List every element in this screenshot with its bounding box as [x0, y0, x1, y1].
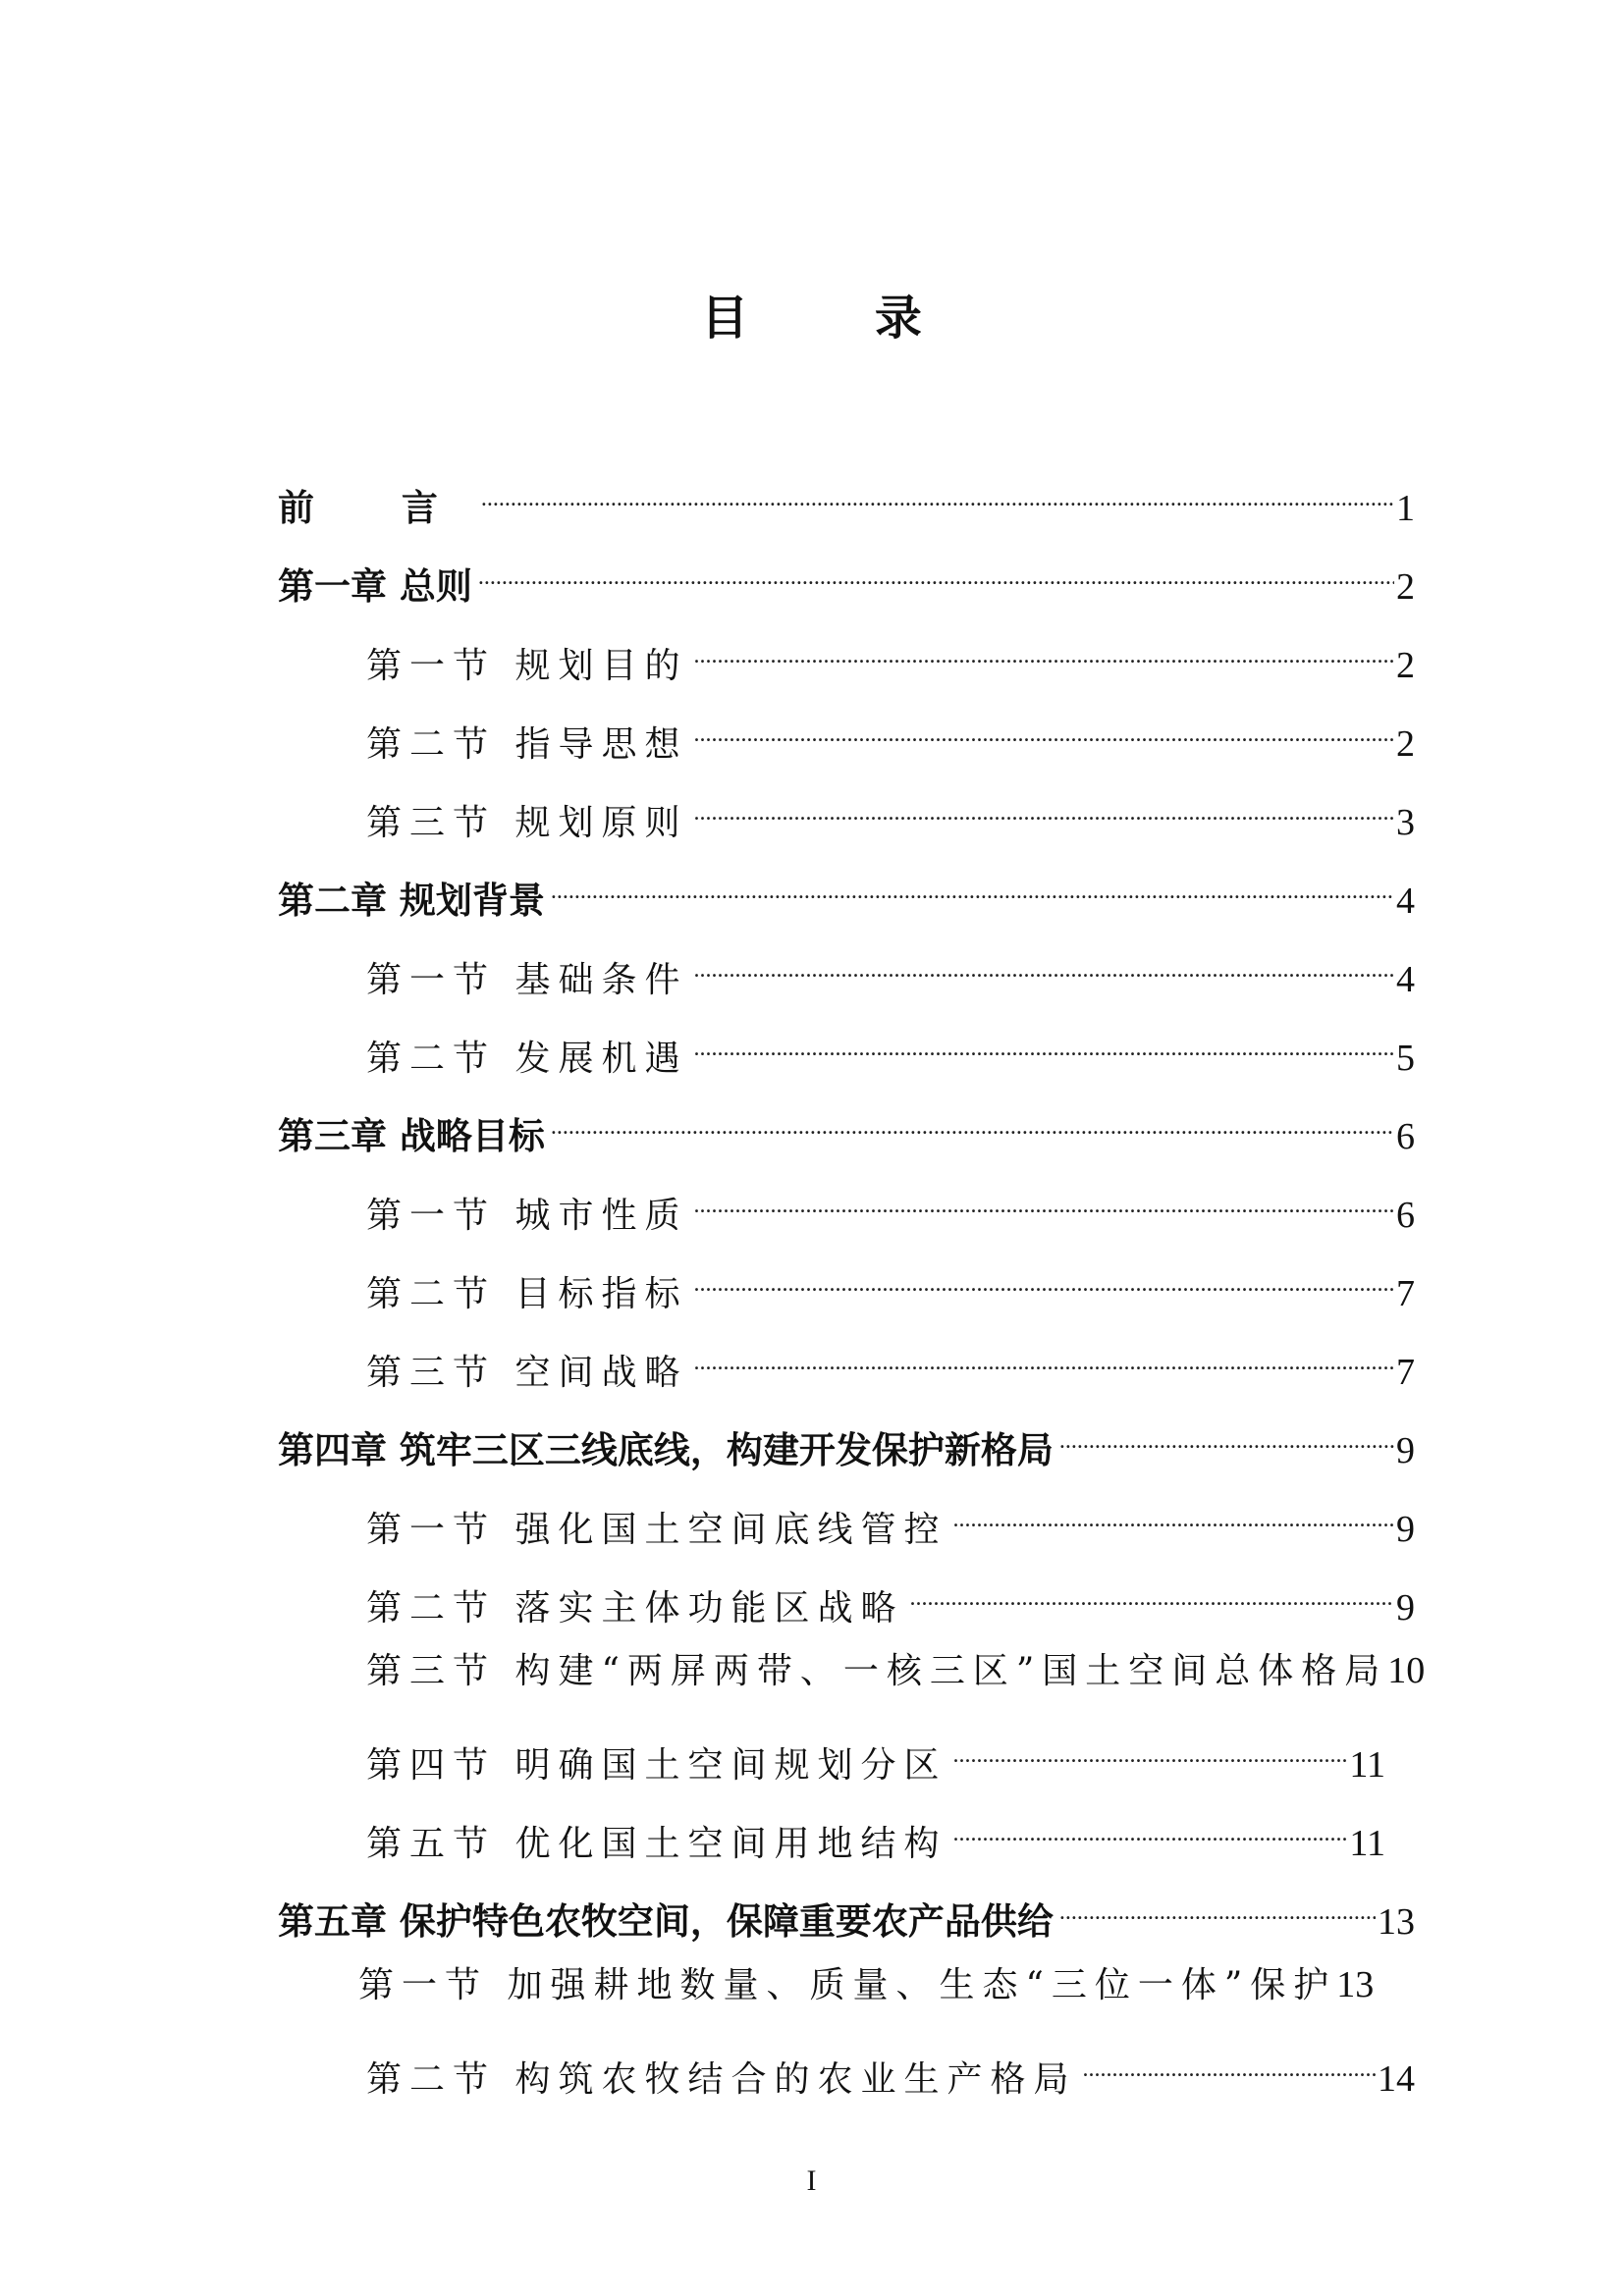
- toc-entry-section[interactable]: [366, 1015, 1415, 1079]
- toc-entry-title: 第二节 指导思想: [366, 724, 688, 765]
- toc-dot-leader: [1059, 1408, 1394, 1463]
- toc-entry-title: 第二节 目标指标: [366, 1274, 688, 1314]
- toc-dot-leader: [478, 544, 1394, 599]
- toc-page-number: 2: [1396, 645, 1415, 686]
- toc-page-number: 13: [1378, 1901, 1415, 1943]
- toc-page-number: 6: [1396, 1195, 1415, 1236]
- toc-entry-title: 第一节 强化国土空间底线管控: [366, 1510, 947, 1550]
- toc-dot-leader: [909, 1565, 1394, 1620]
- toc-entry-title: 第一节 规划目的: [366, 646, 688, 686]
- toc-dot-leader: [551, 1094, 1394, 1148]
- toc-entry-preface[interactable]: [278, 465, 1415, 529]
- toc-entry-section[interactable]: [366, 1643, 1474, 1698]
- toc-entry-title: 第四节 明确国土空间规划分区: [366, 1745, 947, 1786]
- toc-page-number: 1: [1396, 488, 1415, 529]
- toc-dot-leader: [693, 936, 1394, 991]
- toc-dot-leader: [693, 779, 1394, 834]
- toc-dot-leader: [952, 1722, 1347, 1777]
- toc-page-number: 9: [1396, 1587, 1415, 1629]
- toc-entry-section[interactable]: [366, 2036, 1415, 2100]
- toc-page-number: 11: [1349, 1744, 1385, 1786]
- toc-page-number: 4: [1396, 881, 1415, 922]
- toc-entry-chapter-3[interactable]: [278, 1094, 1415, 1157]
- page-title: 目 录: [701, 291, 977, 346]
- toc-dot-leader: [1082, 2036, 1376, 2091]
- toc-dot-leader: [693, 1251, 1394, 1306]
- toc-dot-leader: [952, 1800, 1347, 1855]
- toc-page-number: 2: [1396, 723, 1415, 765]
- toc-entry-chapter-5[interactable]: [278, 1879, 1415, 1943]
- toc-entry-title: 第二节 落实主体功能区战略: [366, 1588, 904, 1629]
- toc-page-number: 6: [1396, 1116, 1415, 1157]
- toc-entry-title: 第五章 保护特色农牧空间，保障重要农产品供给: [278, 1900, 1054, 1943]
- toc-entry-section[interactable]: [366, 1329, 1415, 1393]
- toc-page-number: 2: [1396, 566, 1415, 608]
- toc-entry-section[interactable]: [366, 1486, 1415, 1550]
- toc-entry-section[interactable]: [366, 1251, 1415, 1314]
- toc-page-number: 9: [1396, 1509, 1415, 1550]
- toc-entry-title: 第一节 基础条件: [366, 960, 688, 1000]
- toc-dot-leader: [693, 1172, 1394, 1227]
- toc-page-number: 11: [1349, 1823, 1385, 1864]
- toc-page-number: 4: [1396, 959, 1415, 1000]
- toc-entry-section[interactable]: [366, 1800, 1385, 1864]
- toc-entry-section[interactable]: [366, 1172, 1415, 1236]
- toc-page-number: 7: [1396, 1273, 1415, 1314]
- toc-dot-leader: [693, 701, 1394, 756]
- toc-entry-title: 第三节 空间战略: [366, 1353, 688, 1393]
- toc-entry-title: 第三节 规划原则: [366, 803, 688, 843]
- toc-entry-title: 第三章 战略目标: [278, 1115, 545, 1157]
- toc-dot-leader: [1059, 1879, 1376, 1934]
- toc-dot-leader: [952, 1486, 1394, 1541]
- toc-entry-title: 第二节 构筑农牧结合的农业生产格局: [366, 2059, 1077, 2100]
- toc-entry-section[interactable]: [366, 622, 1415, 686]
- page-number-footer: I: [806, 2164, 817, 2197]
- toc-entry-title: 第一章 总则: [278, 565, 472, 608]
- toc-entry-section[interactable]: [366, 1722, 1385, 1786]
- toc-dot-leader: [551, 858, 1394, 913]
- toc-page-number: 10: [1387, 1650, 1426, 1691]
- toc-dot-leader: [481, 465, 1394, 520]
- toc-page-number: 9: [1396, 1430, 1415, 1471]
- toc-entry-title: 第二节 发展机遇: [366, 1039, 688, 1079]
- toc-page-number: 13: [1336, 1964, 1375, 2005]
- toc-dot-leader: [693, 622, 1394, 677]
- toc-entry-section[interactable]: [366, 701, 1415, 765]
- toc-entry-section[interactable]: [366, 779, 1415, 843]
- toc-entry-title: 第二章 规划背景: [278, 880, 545, 922]
- toc-entry-title: 第三节 构建“两屏两带、一核三区”国土空间总体格局: [366, 1651, 1388, 1691]
- toc-entry-chapter-2[interactable]: [278, 858, 1415, 922]
- toc-entry-section[interactable]: [358, 1957, 1415, 2012]
- toc-entry-title: 前 言: [278, 487, 475, 529]
- toc-entry-section[interactable]: [366, 1565, 1415, 1629]
- toc-page-number: 14: [1378, 2058, 1415, 2100]
- toc-page-number: 3: [1396, 802, 1415, 843]
- toc-entry-title: 第一节 加强耕地数量、质量、生态“三位一体”保护: [358, 1965, 1337, 2005]
- toc-dot-leader: [693, 1015, 1394, 1070]
- toc-entry-section[interactable]: [366, 936, 1415, 1000]
- toc-entry-title: 第四章 筑牢三区三线底线，构建开发保护新格局: [278, 1429, 1054, 1471]
- toc-entry-title: 第五节 优化国土空间用地结构: [366, 1824, 947, 1864]
- toc-entry-chapter-4[interactable]: [278, 1408, 1415, 1471]
- toc-entry-title: 第一节 城市性质: [366, 1196, 688, 1236]
- toc-page-number: 7: [1396, 1352, 1415, 1393]
- toc-entry-chapter-1[interactable]: [278, 544, 1415, 608]
- toc-dot-leader: [693, 1329, 1394, 1384]
- toc-page-number: 5: [1396, 1038, 1415, 1079]
